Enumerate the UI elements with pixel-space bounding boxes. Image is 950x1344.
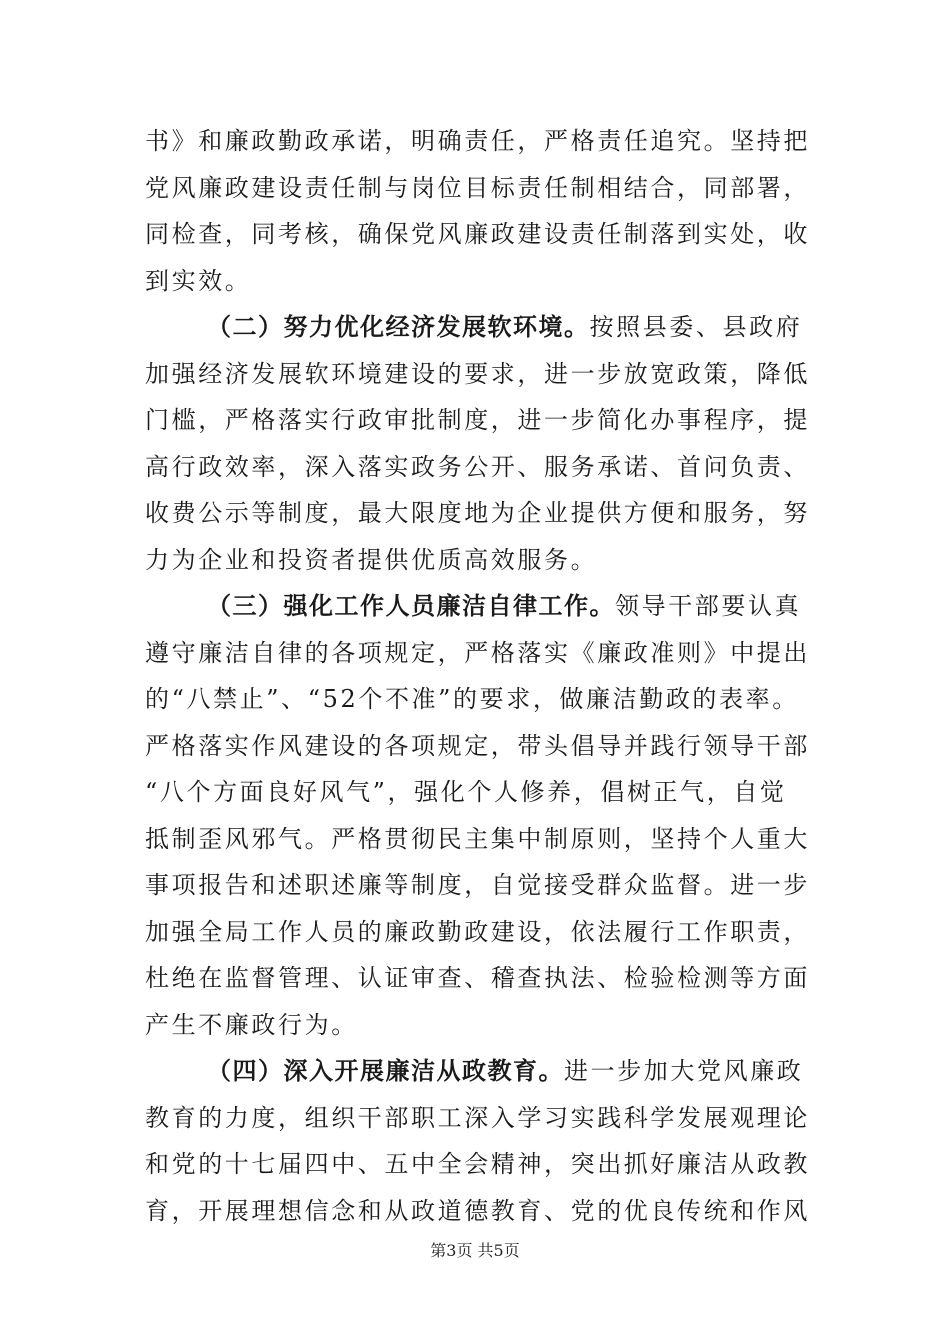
paragraph-first-line — [145, 583, 810, 630]
text-line: 力为企业和投资者提供优质高效服务。 — [145, 545, 598, 574]
text-line: 党风廉政建设责任制与岗位目标责任制相结合，同部署， — [145, 173, 810, 202]
section-heading: （三）强化工作人员廉洁自律工作。 — [207, 591, 615, 620]
text-line: 加强全局工作人员的廉政勤政建设，依法履行工作职责， — [145, 917, 810, 946]
text-line: 加强经济发展软环境建设的要求，进一步放宽政策，降低 — [145, 359, 810, 388]
text-run: 按照县委、县政府 — [589, 313, 803, 341]
text-line: 育，开展理想信念和从政道德教育、党的优良传统和作风 — [145, 1196, 810, 1225]
section-heading: （四）深入开展廉洁从政教育。 — [207, 1056, 564, 1085]
document-body — [145, 118, 810, 1234]
text-line: “八个方面良好风气”，强化个人修养，倡树正气，自觉 — [145, 778, 787, 806]
text-line: 的“八禁止”、“52个不准”的要求，做廉洁勤政的表率。 — [145, 685, 799, 713]
text-line: 到实效。 — [145, 266, 252, 295]
text-line: 书》和廉政勤政承诺，明确责任，严格责任追究。坚持把 — [145, 127, 810, 155]
page-number-footer: 第3页 共5页 — [430, 1241, 520, 1260]
text-line: 和党的十七届四中、五中全会精神，突出抓好廉洁从政教 — [145, 1150, 810, 1178]
text-line: 严格落实作风建设的各项规定，带头倡导并践行领导干部 — [145, 731, 810, 760]
paragraph-first-line — [145, 1048, 810, 1095]
text-line: 同检查，同考核，确保党风廉政建设责任制落到实处，收 — [145, 220, 810, 248]
text-run: 进一步加大党风廉政 — [564, 1057, 804, 1085]
text-line: 教育的力度，组织干部职工深入学习实践科学发展观理论 — [145, 1103, 810, 1132]
text-line: 遵守廉洁自律的各项规定，严格落实《廉政准则》中提出 — [145, 638, 810, 667]
text-line: 收费公示等制度，最大限度地为企业提供方便和服务，努 — [145, 499, 810, 527]
text-line: 门槛，严格落实行政审批制度，进一步简化办事程序，提 — [145, 406, 810, 434]
text-line: 产生不廉政行为。 — [145, 1010, 358, 1039]
section-heading: （二）努力优化经济发展软环境。 — [207, 312, 590, 341]
paragraph-first-line — [145, 304, 810, 351]
text-run: 领导干部要认真 — [615, 592, 802, 620]
text-line: 杜绝在监督管理、认证审查、稽查执法、检验检测等方面 — [145, 964, 810, 992]
text-line: 事项报告和述职述廉等制度，自觉接受群众监督。进一步 — [145, 871, 810, 899]
text-line: 抵制歪风邪气。严格贯彻民主集中制原则，坚持个人重大 — [145, 824, 810, 853]
text-line: 高行政效率，深入落实政务公开、服务承诺、首问负责、 — [145, 452, 810, 481]
